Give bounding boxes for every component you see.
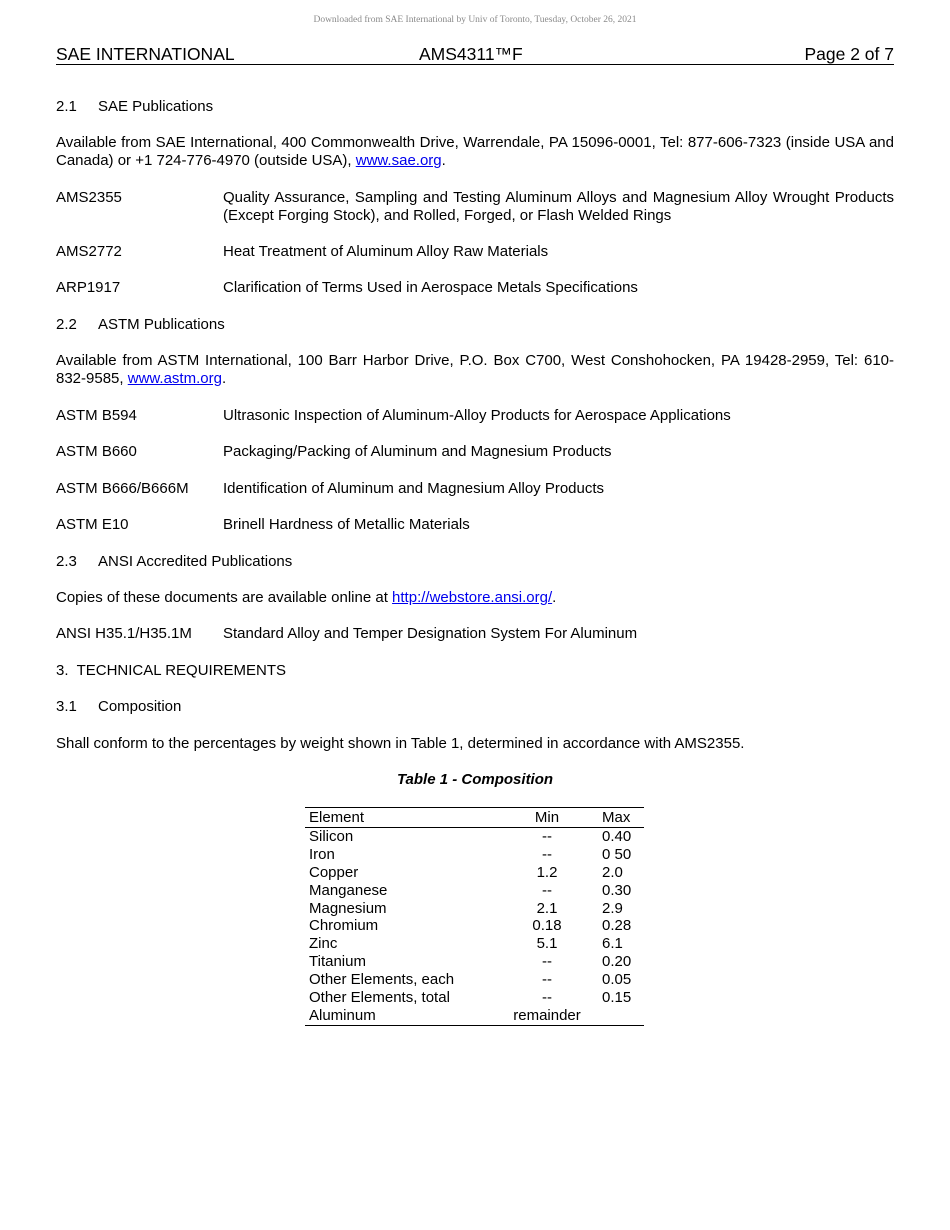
element-cell: Titanium <box>309 953 366 971</box>
ansi-availability-text: Copies of these documents are available online at <box>56 589 393 606</box>
section-2-2-number: 2.2 <box>56 316 77 333</box>
ref-code-astm-b594: ASTM B594 <box>56 407 137 424</box>
ref-desc-arp1917: Clarification of Terms Used in Aerospace Metals Specifications <box>223 279 638 296</box>
element-cell: Silicon <box>309 827 354 845</box>
max-cell: 0.28 <box>602 917 632 935</box>
ref-code-ams2355: AMS2355 <box>56 189 122 206</box>
element-cell: Iron <box>309 845 335 863</box>
table-row <box>305 971 644 989</box>
section-3-1-number: 3.1 <box>56 698 77 715</box>
header-max: Max <box>589 808 644 828</box>
ref-code-ams2772: AMS2772 <box>56 243 122 260</box>
max-cell: 2.0 <box>602 863 623 881</box>
header-element: Element <box>305 808 505 828</box>
min-cell: -- <box>542 845 552 863</box>
element-cell: Other Elements, total <box>309 989 450 1007</box>
table-row <box>305 953 644 971</box>
min-cell: 0.18 <box>532 917 562 935</box>
table-row <box>305 989 644 1007</box>
element-cell: Zinc <box>309 935 338 953</box>
max-cell: 0.15 <box>602 989 632 1007</box>
ansi-webstore-link[interactable]: http://webstore.ansi.org/ <box>392 589 553 606</box>
table-row <box>305 917 644 935</box>
sae-availability-end: . <box>441 152 446 169</box>
header-min: Min <box>505 808 589 828</box>
page-header <box>56 44 894 65</box>
element-cell: Magnesium <box>309 899 387 917</box>
min-cell: 5.1 <box>536 935 558 953</box>
section-2-3-title: ANSI Accredited Publications <box>98 553 293 570</box>
max-cell: 6.1 <box>602 935 623 953</box>
composition-table <box>305 807 644 1026</box>
section-3-1-title: Composition <box>98 698 182 715</box>
ref-desc-astm-b660: Packaging/Packing of Aluminum and Magnesium Products <box>223 443 612 460</box>
max-cell <box>589 1007 644 1025</box>
table-row <box>305 900 644 918</box>
max-cell: 0.40 <box>602 827 632 845</box>
table-row <box>305 827 644 845</box>
table-row <box>305 864 644 882</box>
header-publisher: SAE INTERNATIONAL <box>56 44 235 64</box>
max-cell: 0.30 <box>602 881 632 899</box>
table-row <box>305 1007 644 1025</box>
ref-desc-ams2355: Quality Assurance, Sampling and Testing Aluminum Alloys and Magnesium Alloy Wrought Products (Except Forging Stock), and Rolled, Forged, or Flash Welded Rings <box>223 189 894 224</box>
section-3-title: 3. TECHNICAL REQUIREMENTS <box>56 662 287 679</box>
min-cell: -- <box>542 881 552 899</box>
element-cell: Other Elements, each <box>309 971 455 989</box>
ansi-availability-paragraph <box>56 589 894 607</box>
max-cell: 0.05 <box>602 971 632 989</box>
ref-code-ansi-h35: ANSI H35.1/H35.1M <box>56 625 192 642</box>
table-row <box>305 935 644 953</box>
ref-desc-ams2772: Heat Treatment of Aluminum Alloy Raw Materials <box>223 243 549 260</box>
min-cell: -- <box>542 971 552 989</box>
astm-availability-paragraph <box>56 352 894 388</box>
ref-desc-astm-b666: Identification of Aluminum and Magnesium Alloy Products <box>223 480 605 497</box>
ref-code-astm-b660: ASTM B660 <box>56 443 137 460</box>
table-caption: Table 1 - Composition <box>396 771 554 788</box>
element-cell: Manganese <box>309 881 388 899</box>
download-watermark: Downloaded from SAE International by Univ of Toronto, Tuesday, October 26, 2021 <box>313 15 637 25</box>
composition-paragraph: Shall conform to the percentages by weight shown in Table 1, determined in accordance with AMS2355. <box>56 735 745 752</box>
sae-availability-paragraph <box>56 134 894 170</box>
max-cell: 0.20 <box>602 953 632 971</box>
ref-desc-ansi-h35: Standard Alloy and Temper Designation System For Aluminum <box>223 625 638 642</box>
section-2-2-title: ASTM Publications <box>98 316 225 333</box>
ansi-availability-end: . <box>552 589 557 606</box>
element-cell: Chromium <box>309 917 379 935</box>
ref-code-astm-e10: ASTM E10 <box>56 516 129 533</box>
section-2-1-title: SAE Publications <box>98 98 214 115</box>
min-cell: -- <box>542 953 552 971</box>
ref-code-arp1917: ARP1917 <box>56 279 121 296</box>
table-row <box>305 882 644 900</box>
table-row <box>305 846 644 864</box>
min-cell: -- <box>542 989 552 1007</box>
element-cell: Copper <box>309 863 359 881</box>
min-cell: -- <box>542 827 552 845</box>
min-cell: 2.1 <box>536 899 558 917</box>
max-cell: 2.9 <box>602 899 623 917</box>
sae-availability-text: Available from SAE International, 400 Commonwealth Drive, Warrendale, PA 15096-0001, Tel: 877-606-7323 (inside USA and Canada) or +1 724-776-4970 (outside USA), <box>56 134 894 169</box>
astm-website-link[interactable]: www.astm.org <box>127 370 222 387</box>
section-2-1-number: 2.1 <box>56 98 77 115</box>
max-cell: 0 50 <box>602 845 632 863</box>
header-document-number: AMS4311™F <box>419 44 523 64</box>
section-2-3-number: 2.3 <box>56 553 77 570</box>
element-cell: Aluminum <box>305 1007 505 1025</box>
astm-availability-end: . <box>221 370 227 387</box>
header-page-number: Page 2 of 7 <box>804 44 894 64</box>
ref-desc-astm-b594: Ultrasonic Inspection of Aluminum-Alloy Products for Aerospace Applications <box>223 407 731 424</box>
ref-code-astm-b666: ASTM B666/B666M <box>56 480 189 497</box>
sae-website-link[interactable]: www.sae.org <box>355 152 442 169</box>
min-cell: 1.2 <box>536 863 558 881</box>
ref-desc-astm-e10: Brinell Hardness of Metallic Materials <box>223 516 470 533</box>
table-header-row <box>305 808 644 828</box>
astm-availability-text: Available from ASTM International, 100 Barr Harbor Drive, P.O. Box C700, West Conshohocken, PA 19428-2959, Tel: 610-832-9585, <box>56 352 894 387</box>
min-cell: remainder <box>505 1007 589 1025</box>
